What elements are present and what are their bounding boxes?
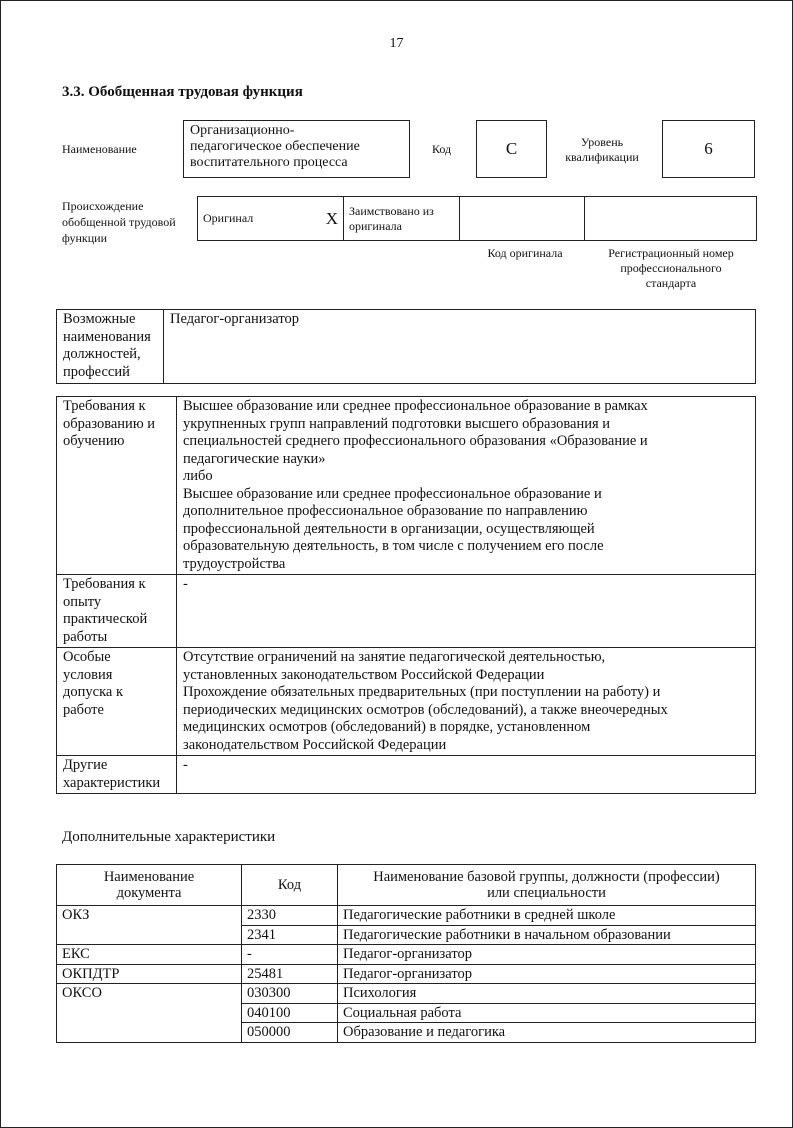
header-name: Наименование базовой группы, должности (профессии) или специальности — [338, 865, 756, 906]
name-cell: Педагогические работники в средней школе — [338, 906, 756, 926]
requirement-label: Особые условия допуска к работе — [57, 648, 177, 756]
code-cell: - — [242, 945, 338, 965]
requirement-value: Высшее образование или среднее профессиональное образование в рамках укрупненных групп направлений подготовки высшего образования и специальностей среднего профессионального образования «Образование и педагогические науки» либо Высшее образование или среднее профессиональное образование и дополнительное профессиональное образование по направлению профессиональной деятельности в организации, осуществляющей образовательную деятельность, в том числе с получением его после трудоустройства — [177, 397, 756, 575]
table-row — [57, 964, 756, 984]
origin-label: Происхождение обобщенной трудовой функции — [62, 199, 176, 245]
name-value: Организационно- педагогическое обеспечение воспитательного процесса — [183, 120, 410, 178]
requirement-row — [57, 575, 756, 648]
requirement-value: - — [177, 575, 756, 648]
name-cell: Образование и педагогика — [338, 1023, 756, 1043]
page-number: 17 — [389, 36, 404, 51]
doc-cell: ОКПДТР — [57, 964, 242, 984]
table-row — [57, 945, 756, 965]
name-cell: Педагог-организатор — [338, 964, 756, 984]
original-mark: X — [325, 208, 338, 228]
borrowed-label: Заимствовано из оригинала — [344, 197, 460, 241]
positions-label: Возможные наименования должностей, профессий — [57, 310, 164, 384]
additional-characteristics-title: Дополнительные характеристики — [62, 829, 276, 845]
table-row — [57, 906, 756, 926]
header-code: Код — [242, 865, 338, 906]
name-cell: Педагогические работники в начальном образовании — [338, 925, 756, 945]
registration-number-cell — [585, 197, 757, 241]
code-cell: 25481 — [242, 964, 338, 984]
qualification-level-label: Уровень квалификации — [565, 135, 639, 164]
code-cell: 2330 — [242, 906, 338, 926]
requirements-table — [56, 396, 756, 794]
doc-cell: ОКЗ — [57, 906, 242, 945]
section-title: 3.3. Обобщенная трудовая функция — [62, 84, 303, 100]
table-row — [57, 984, 756, 1004]
code-cell: 050000 — [242, 1023, 338, 1043]
origin-table — [197, 196, 757, 241]
code-cell: 040100 — [242, 1003, 338, 1023]
original-code-cell — [460, 197, 585, 241]
code-value: C — [476, 120, 547, 178]
requirement-row — [57, 756, 756, 794]
requirement-label: Другие характеристики — [57, 756, 177, 794]
registration-number-caption: Регистрационный номер профессионального стандарта — [608, 246, 734, 290]
requirement-label: Требования к опыту практической работы — [57, 575, 177, 648]
code-label: Код — [432, 142, 452, 156]
requirement-value: - — [177, 756, 756, 794]
header-document: Наименование документа — [57, 865, 242, 906]
table-header-row — [57, 865, 756, 906]
requirement-row — [57, 648, 756, 756]
qualification-level-value: 6 — [662, 120, 755, 178]
name-cell: Педагог-организатор — [338, 945, 756, 965]
code-cell: 2341 — [242, 925, 338, 945]
name-label: Наименование — [62, 142, 137, 156]
code-cell: 030300 — [242, 984, 338, 1004]
requirement-label: Требования к образованию и обучению — [57, 397, 177, 575]
name-cell: Психология — [338, 984, 756, 1004]
requirement-value: Отсутствие ограничений на занятие педагогической деятельностью, установленных законодательством Российской Федерации Прохождение обязательных предварительных (при поступлении на работу) и периодических медицинских осмотров (обследований), а также внеочередных медицинских осмотров (обследований) в порядке, установленном законодательством Российской Федерации — [177, 648, 756, 756]
additional-characteristics-table — [56, 864, 756, 1043]
doc-cell: ЕКС — [57, 945, 242, 965]
requirement-row — [57, 397, 756, 575]
original-cell — [198, 197, 344, 241]
positions-value: Педагог-организатор — [164, 310, 756, 384]
positions-table — [56, 309, 756, 384]
original-label: Оригинал — [203, 211, 254, 225]
doc-cell: ОКСО — [57, 984, 242, 1043]
original-code-caption: Код оригинала — [487, 246, 563, 260]
name-cell: Социальная работа — [338, 1003, 756, 1023]
